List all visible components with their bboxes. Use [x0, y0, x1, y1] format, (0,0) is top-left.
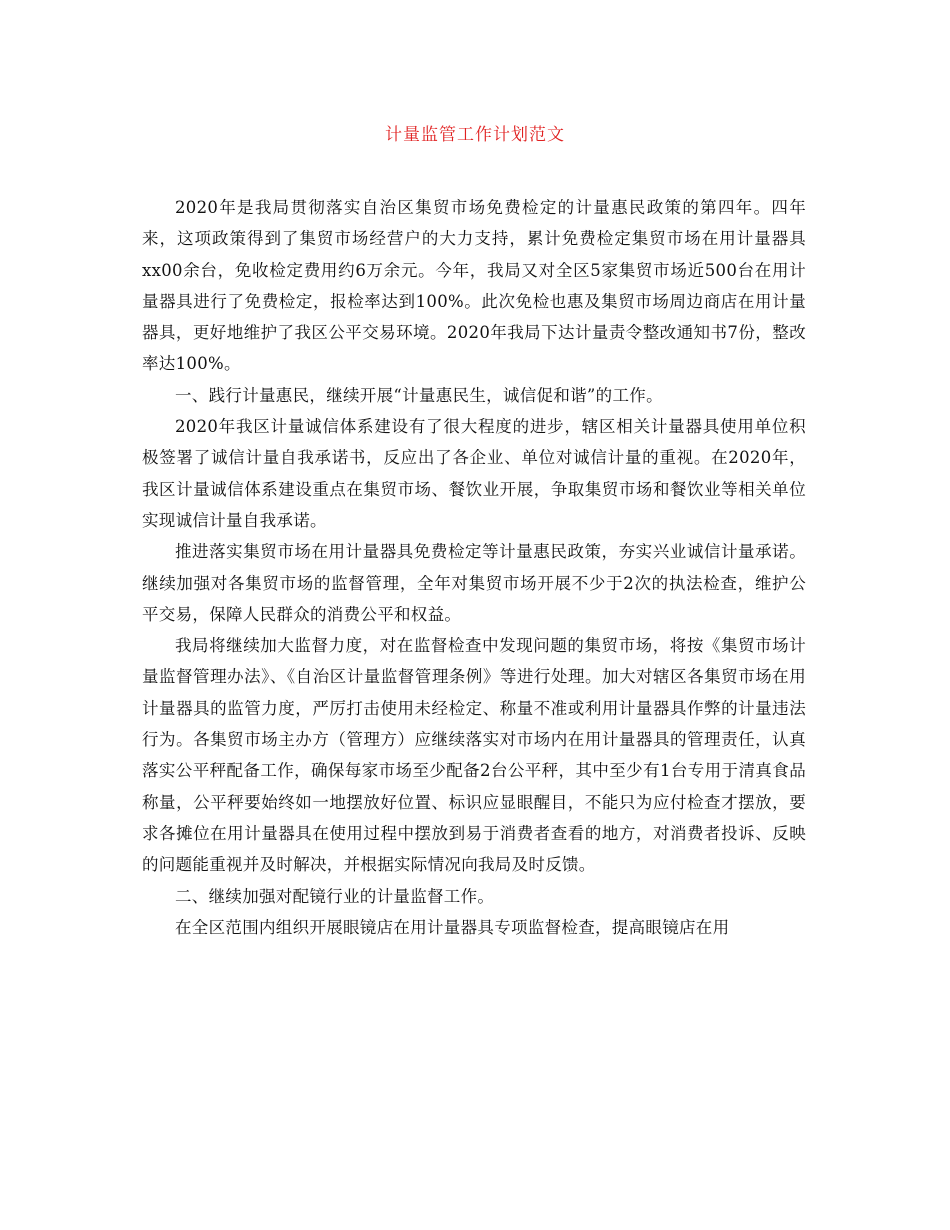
paragraph-optical-inspection: 在全区范围内组织开展眼镜店在用计量器具专项监督检查，提高眼镜店在用: [175, 917, 730, 937]
paragraph-supervision: 我局将继续加大监督力度，对在监督检查中发现问题的集贸市场，将按《集贸市场计量监督管理办法》、《自治区计量监督管理条例》等进行处理。加大对辖区各集贸市场在用计量器具的监管力度，严厉打击使用未经检定、称量不准或利用计量器具作弊的计量违法行为。各集贸市场主办方（管理方）应继续落实对市场内在用计量器具的管理责任，认真落实公平秤配备工作，确保每家市场至少配备2台公平秤，其中至少有1台专用于清真食品称量，公平秤要始终如一地摆放好位置、标识应显眼醒目，不能只为应付检查才摆放，要求各摊位在用计量器具在使用过程中摆放到易于消费者查看的地方，对消费者投诉、反映的问题能重视并及时解决，并根据实际情况向我局及时反馈。: [142, 636, 806, 875]
document-title: 计量监管工作计划范文: [385, 125, 565, 145]
paragraph-free-verification: 推进落实集贸市场在用计量器具免费检定等计量惠民政策，夯实兴业诚信计量承诺。继续加强对各集贸市场的监督管理，全年对集贸市场开展不少于2次的执法检查，维护公平交易，保障人民群众的消费公平和权益。: [142, 542, 806, 624]
document-body: [142, 192, 806, 943]
section-heading-1: 一、践行计量惠民，继续开展“计量惠民生，诚信促和谐”的工作。: [175, 385, 663, 405]
section-heading-2: 二、继续加强对配镜行业的计量监督工作。: [175, 886, 495, 906]
paragraph-intro: 2020年是我局贯彻落实自治区集贸市场免费检定的计量惠民政策的第四年。四年来，这项政策得到了集贸市场经营户的大力支持，累计免费检定集贸市场在用计量器具xx00余台，免收检定费用约6万余元。今年，我局又对全区5家集贸市场近500台在用计量器具进行了免费检定，报检率达到100%。此次免检也惠及集贸市场周边商店在用计量器具，更好地维护了我区公平交易环境。2020年我局下达计量责令整改通知书7份，整改率达100%。: [142, 198, 806, 374]
paragraph-integrity-system: 2020年我区计量诚信体系建设有了很大程度的进步，辖区相关计量器具使用单位积极签署了诚信计量自我承诺书，反应出了各企业、单位对诚信计量的重视。在2020年，我区计量诚信体系建设重点在集贸市场、餐饮业开展，争取集贸市场和餐饮业等相关单位实现诚信计量自我承诺。: [142, 417, 806, 530]
